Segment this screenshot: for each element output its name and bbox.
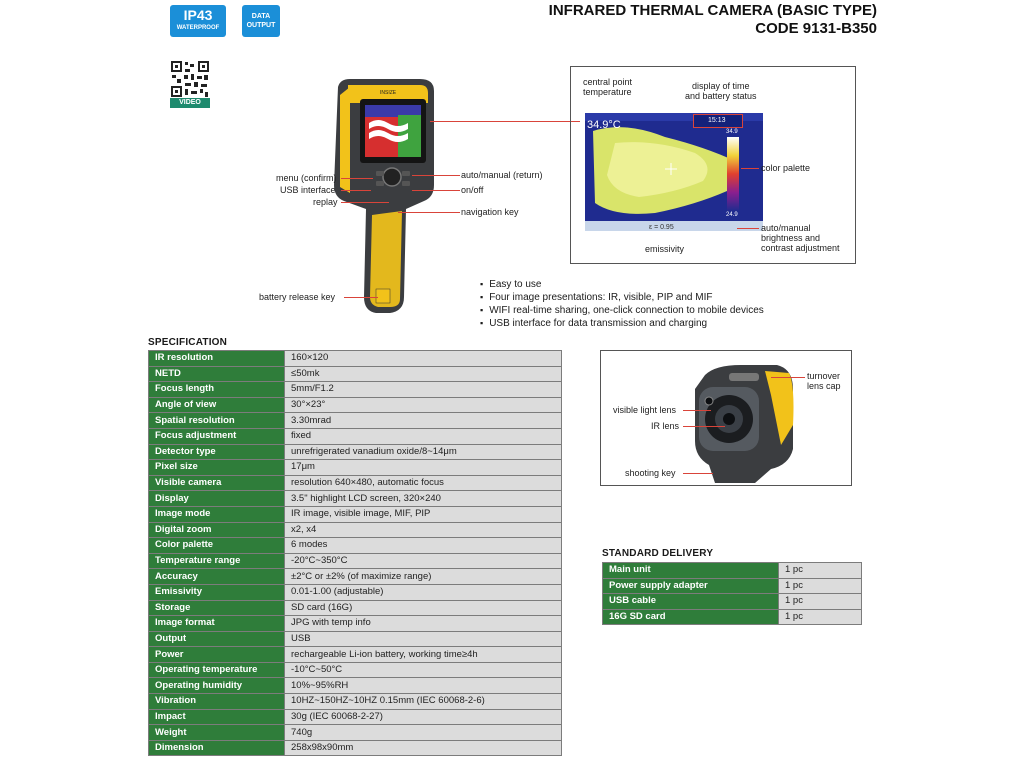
spec-key: Detector type	[149, 444, 285, 460]
navigation-leader	[398, 212, 460, 213]
product-title	[549, 2, 877, 38]
table-row	[149, 522, 562, 538]
spec-key: Emissivity	[149, 584, 285, 600]
table-row	[149, 460, 562, 476]
table-row	[149, 397, 562, 413]
screen-leader	[430, 121, 580, 122]
feature-list	[480, 278, 764, 330]
spec-key: Spatial resolution	[149, 413, 285, 429]
screen-detail-panel	[570, 66, 856, 264]
shooting-key-leader	[683, 473, 713, 474]
table-row	[149, 491, 562, 507]
spec-key: Color palette	[149, 538, 285, 554]
spec-value: 30°×23°	[285, 397, 562, 413]
turnover-leader	[771, 377, 805, 378]
display-time-label: display of time and battery status	[685, 81, 757, 101]
spec-value: IR image, visible image, MIF, PIP	[285, 506, 562, 522]
data-label: DATA	[251, 13, 271, 20]
table-row	[149, 725, 562, 741]
on-off-label: on/off	[461, 185, 484, 195]
table-row	[149, 584, 562, 600]
spec-value: 30g (IEC 60068-2-27)	[285, 709, 562, 725]
spec-key: Vibration	[149, 694, 285, 710]
spec-key: Weight	[149, 725, 285, 741]
time-battery-status	[693, 114, 743, 128]
table-row	[603, 578, 862, 594]
spec-key: Focus length	[149, 382, 285, 398]
table-row	[149, 506, 562, 522]
menu-leader	[341, 178, 373, 179]
spec-key: Accuracy	[149, 569, 285, 585]
standard-delivery-table	[602, 562, 862, 625]
brand-label: INSIZE	[380, 90, 397, 96]
shooting-key-label: shooting key	[625, 468, 676, 478]
visible-light-lens-label: visible light lens	[613, 405, 677, 415]
spec-value: JPG with temp info	[285, 616, 562, 632]
output-label: OUTPUT	[246, 22, 276, 29]
table-row	[603, 594, 862, 610]
table-row	[149, 662, 562, 678]
battery-release-key-label: battery release key	[259, 292, 336, 302]
specification-title: SPECIFICATION	[148, 337, 228, 348]
color-palette-label: color palette	[761, 163, 811, 173]
spec-value: ±2°C or ±2% (of maximize range)	[285, 569, 562, 585]
feature-item: ▪ Four image presentations: IR, visible, PIP and MIF	[480, 291, 764, 304]
central-point-label: central point temperature	[583, 77, 633, 97]
scale-max: 34.9	[726, 129, 738, 135]
qr-code-icon[interactable]	[170, 60, 210, 98]
table-row	[149, 351, 562, 367]
lens-detail-panel	[600, 350, 852, 486]
spec-key: Dimension	[149, 740, 285, 756]
waterproof-label: WATERPROOF	[176, 25, 220, 31]
ip43-badge	[170, 5, 226, 37]
product-code: CODE 9131-B350	[755, 20, 877, 37]
menu-confirm-label: menu (confirm)	[276, 173, 337, 183]
time-reading: 15:13	[708, 117, 726, 124]
table-row	[149, 740, 562, 756]
spec-key: Main unit	[603, 563, 779, 579]
spec-value: 3.30mrad	[285, 413, 562, 429]
feature-item: ▪ USB interface for data transmission and charging	[480, 317, 764, 330]
color-palette-bar	[727, 137, 739, 211]
palette-leader	[741, 168, 759, 169]
replay-leader	[341, 202, 389, 203]
center-temp-reading: 34.9°C	[587, 119, 621, 131]
spec-value: 5mm/F1.2	[285, 382, 562, 398]
spec-key: Image mode	[149, 506, 285, 522]
usb-leader	[341, 190, 371, 191]
spec-key: Pixel size	[149, 460, 285, 476]
ir-lens-leader	[683, 426, 725, 427]
spec-key: Power	[149, 647, 285, 663]
usb-interface-label: USB interface	[280, 185, 336, 195]
table-row	[149, 694, 562, 710]
table-row	[149, 616, 562, 632]
table-row	[149, 444, 562, 460]
auto-manual-leader	[412, 175, 460, 176]
table-row	[603, 609, 862, 625]
spec-key: Display	[149, 491, 285, 507]
spec-key: Output	[149, 631, 285, 647]
replay-label: replay	[313, 197, 338, 207]
spec-value: 160×120	[285, 351, 562, 367]
spec-key: Angle of view	[149, 397, 285, 413]
spec-value: 740g	[285, 725, 562, 741]
table-row	[149, 538, 562, 554]
spec-key: Power supply adapter	[603, 578, 779, 594]
spec-key: NETD	[149, 366, 285, 382]
video-label: VIDEO	[170, 98, 210, 108]
spec-value: 1 pc	[779, 594, 862, 610]
spec-key: Digital zoom	[149, 522, 285, 538]
spec-value: 10%~95%RH	[285, 678, 562, 694]
spec-value: unrefrigerated vanadium oxide/8~14μm	[285, 444, 562, 460]
auto-manual-brightness-label: auto/manual brightness and contrast adjustment	[761, 223, 840, 253]
spec-value: 258x98x90mm	[285, 740, 562, 756]
data-output-badge	[242, 5, 280, 37]
spec-value: 6 modes	[285, 538, 562, 554]
spec-value: ≤50mk	[285, 366, 562, 382]
navigation-key-label: navigation key	[461, 207, 519, 217]
spec-value: 1 pc	[779, 609, 862, 625]
table-row	[149, 553, 562, 569]
table-row	[149, 709, 562, 725]
lens-illustration	[685, 365, 797, 483]
table-row	[149, 600, 562, 616]
spec-key: Visible camera	[149, 475, 285, 491]
table-row	[149, 413, 562, 429]
spec-value: -10°C~50°C	[285, 662, 562, 678]
spec-value: -20°C~350°C	[285, 553, 562, 569]
spec-key: Temperature range	[149, 553, 285, 569]
table-row	[149, 631, 562, 647]
spec-key: Focus adjustment	[149, 428, 285, 444]
spec-value: x2, x4	[285, 522, 562, 538]
spec-key: Image format	[149, 616, 285, 632]
specification-table	[148, 350, 562, 756]
spec-value: 1 pc	[779, 578, 862, 594]
spec-value: resolution 640×480, automatic focus	[285, 475, 562, 491]
spec-value: 17μm	[285, 460, 562, 476]
emissivity-label: emissivity	[645, 244, 685, 254]
emissivity-reading: ε = 0.95	[649, 224, 674, 231]
battery-leader	[344, 297, 378, 298]
auto-manual-brightness-leader	[737, 228, 759, 229]
spec-value: 0.01-1.00 (adjustable)	[285, 584, 562, 600]
table-row	[149, 382, 562, 398]
spec-value: 10HZ~150HZ~10HZ 0.15mm (IEC 60068-2-6)	[285, 694, 562, 710]
spec-value: 1 pc	[779, 563, 862, 579]
auto-manual-return-label: auto/manual (return)	[461, 170, 543, 180]
scale-min: 24.9	[726, 212, 738, 218]
spec-key: IR resolution	[149, 351, 285, 367]
spec-value: USB	[285, 631, 562, 647]
ir-lens-label: IR lens	[651, 421, 680, 431]
spec-value: rechargeable Li-ion battery, working time≥4h	[285, 647, 562, 663]
spec-key: 16G SD card	[603, 609, 779, 625]
table-row	[149, 475, 562, 491]
ip43-label: IP43	[183, 7, 213, 23]
table-row	[149, 569, 562, 585]
standard-delivery-title: STANDARD DELIVERY	[602, 548, 714, 559]
spec-value: SD card (16G)	[285, 600, 562, 616]
table-row	[603, 563, 862, 579]
spec-value: fixed	[285, 428, 562, 444]
on-off-leader	[412, 190, 460, 191]
product-name: INFRARED THERMAL CAMERA (BASIC TYPE)	[548, 2, 877, 19]
visible-light-leader	[683, 410, 711, 411]
spec-key: Storage	[149, 600, 285, 616]
feature-item: ▪ Easy to use	[480, 278, 764, 291]
spec-key: Impact	[149, 709, 285, 725]
table-row	[149, 428, 562, 444]
spec-key: Operating humidity	[149, 678, 285, 694]
spec-key: Operating temperature	[149, 662, 285, 678]
thermal-camera-illustration	[320, 75, 440, 325]
table-row	[149, 647, 562, 663]
feature-item: ▪ WIFI real-time sharing, one-click connection to mobile devices	[480, 304, 764, 317]
table-row	[149, 678, 562, 694]
spec-value: 3.5" highlight LCD screen, 320×240	[285, 491, 562, 507]
turnover-lens-cap-label: turnover lens cap	[807, 371, 841, 391]
spec-key: USB cable	[603, 594, 779, 610]
table-row	[149, 366, 562, 382]
